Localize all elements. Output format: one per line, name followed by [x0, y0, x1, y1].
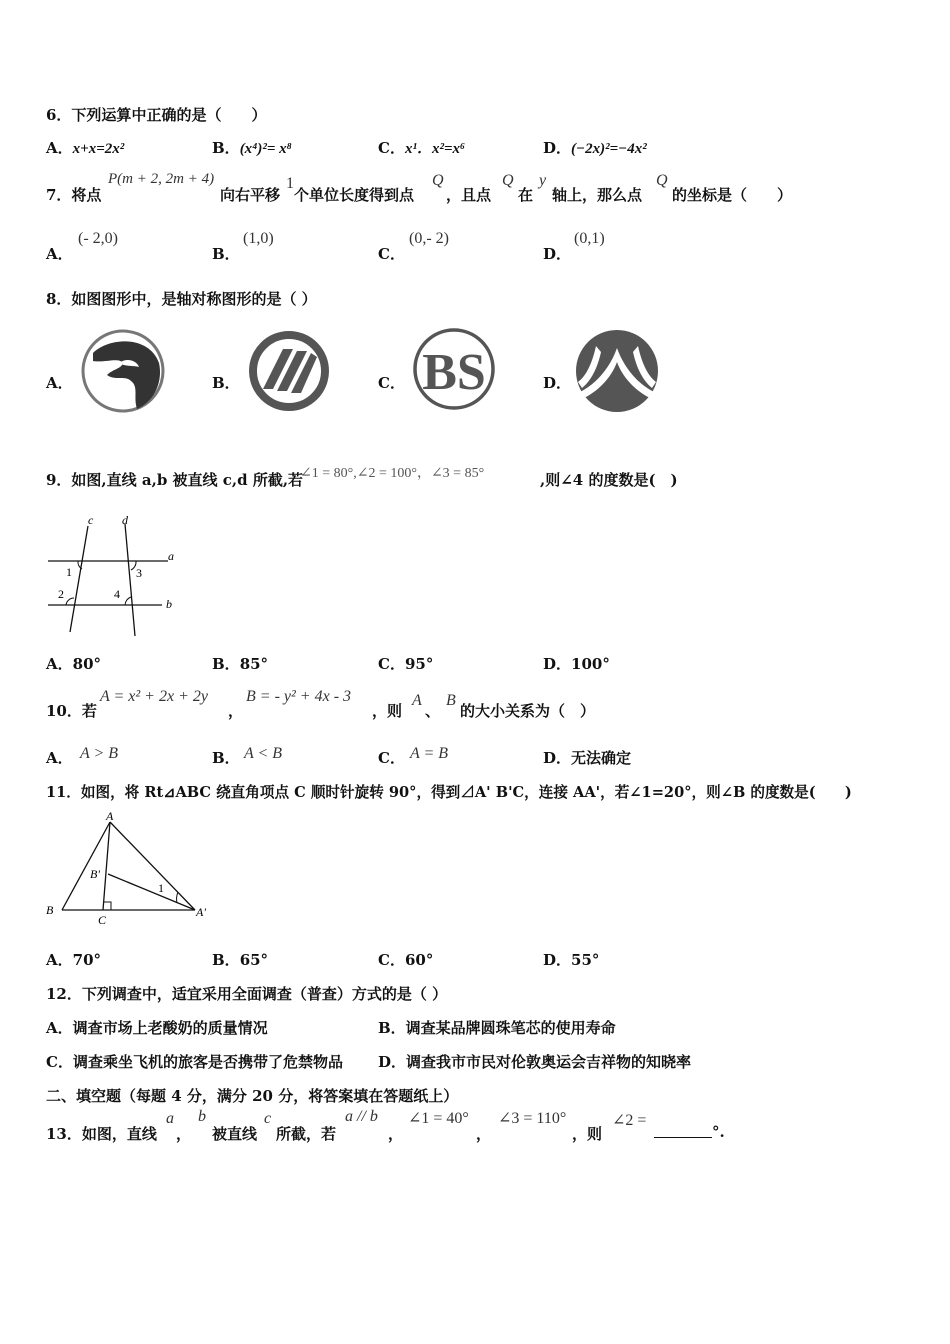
q7-text-and: ，且点: [446, 186, 492, 204]
fig11-label-bprime: B': [90, 867, 100, 881]
q10-option-d: [543, 747, 631, 768]
fig9-angle-1: 1: [66, 565, 72, 579]
option-expression: x¹．x²=x⁶: [404, 141, 466, 157]
q7-point-p: P(m + 2, 2m + 4): [108, 171, 215, 187]
q13-text-cut: 被直线: [212, 1125, 258, 1143]
q9-stem-b: ,则∠4 的度数是( ): [540, 471, 678, 489]
fig11-label-aprime: A': [196, 905, 206, 919]
q7-option-b-label: B．: [212, 245, 240, 263]
q12-option-b: B．调查某品牌圆珠笔芯的使用寿命: [378, 1019, 616, 1037]
q8-option-d-label: D．: [543, 374, 572, 392]
q7-text-on: 在: [518, 186, 534, 204]
q7-prefix: 7．将点: [46, 186, 102, 204]
q10-option-b-value: A < B: [244, 745, 283, 762]
q10-comma: ，: [228, 702, 244, 720]
q10-prefix: 10．若: [46, 702, 97, 720]
option-value: 65°: [239, 951, 269, 969]
q13-parallel: a // b: [345, 1108, 378, 1125]
option-value: 80°: [72, 655, 102, 673]
logo-d-image: [574, 328, 660, 414]
option-label: B．: [212, 951, 240, 969]
q13-text-then: ，则: [572, 1125, 603, 1143]
q9-option-b: [212, 653, 268, 674]
fig11-label-b: B: [46, 903, 54, 917]
option-expression: x+x=2x²: [72, 141, 125, 157]
q13-comma-3: ，: [476, 1125, 492, 1143]
q7-option-c-value: (0,- 2): [409, 230, 449, 247]
q13-text-end: °.: [712, 1123, 725, 1141]
section-2-heading: 二、填空题（每题 4 分，满分 20 分，将答案填在答题纸上）: [46, 1087, 459, 1105]
option-value: 100°: [571, 655, 610, 673]
q11-option-b: [212, 949, 268, 970]
fig9-label-c: c: [88, 513, 94, 527]
option-label: C．: [378, 655, 405, 673]
q13-angle-3: ∠3 = 110°: [498, 1110, 567, 1127]
q12-option-a: A．调查市场上老酸奶的质量情况: [46, 1019, 268, 1037]
question-12-stem: 12．下列调查中，适宜采用全面调查（普查）方式的是（ ）: [46, 985, 448, 1003]
q13-comma-2: ，: [388, 1125, 404, 1143]
q11-option-a: [46, 949, 101, 970]
q9-figure: [40, 510, 190, 640]
q7-option-a-label: A．: [46, 245, 73, 263]
q10-option-a-label: A．: [46, 749, 73, 767]
logo-a-image: [79, 327, 167, 415]
q11-option-c: [378, 949, 433, 970]
q7-option-c-label: C．: [378, 245, 405, 263]
q8-option-b-label: B．: [212, 374, 240, 392]
q7-text-unit: 个单位长度得到点: [294, 186, 415, 204]
q7-one: 1: [286, 175, 294, 192]
fig9-label-d: d: [122, 513, 128, 527]
q7-option-a-value: (- 2,0): [78, 230, 118, 247]
q13-angle-1: ∠1 = 40°: [408, 1110, 469, 1127]
q13-prefix: 13．如图，直线: [46, 1125, 157, 1143]
q8-option-c-label: C．: [378, 374, 405, 392]
q6-option-c: [378, 137, 465, 158]
option-expression: (x⁴)²= x⁸: [239, 141, 292, 157]
question-6-stem: 6．下列运算中正确的是（ ）: [46, 106, 267, 124]
option-label: A．: [46, 951, 73, 969]
q10-option-a-value: A > B: [80, 745, 119, 762]
option-label: B．: [212, 139, 240, 157]
option-label: B．: [212, 655, 240, 673]
fig9-label-a: a: [168, 549, 174, 563]
fig9-label-b: b: [166, 597, 172, 611]
q6-option-a: [46, 137, 124, 158]
question-8-stem: 8．如图图形中，是轴对称图形的是（ ）: [46, 290, 317, 308]
q7-q-3: Q: [656, 172, 668, 189]
option-value: 70°: [72, 951, 102, 969]
q13-answer-blank[interactable]: [654, 1122, 712, 1140]
q10-text-then: ，则: [372, 702, 403, 720]
question-11-stem: 11．如图，将 Rt⊿ABC 绕直角项点 C 顺时针旋转 90°，得到⊿A' B'C，连接 AA'，若∠1=20°，则∠B 的度数是( ): [46, 784, 852, 801]
option-label: D．: [543, 655, 572, 673]
fig9-angle-4: 4: [114, 587, 120, 601]
fig11-label-c: C: [98, 913, 107, 927]
q6-option-b: [212, 137, 292, 158]
q13-var-c: c: [264, 1110, 272, 1127]
q10-sep: 、: [425, 702, 441, 720]
option-label: C．: [378, 951, 405, 969]
q7-option-b-value: (1,0): [243, 230, 274, 247]
q7-q-2: Q: [502, 172, 514, 189]
option-label: D．: [543, 951, 572, 969]
q9-option-c: [378, 653, 433, 674]
q13-comma-1: ，: [176, 1125, 192, 1143]
q9-option-a: [46, 653, 101, 674]
q12-option-d: D．调查我市市民对伦敦奥运会吉祥物的知晓率: [378, 1053, 692, 1071]
q10-expr-a: A = x² + 2x + 2y: [100, 688, 208, 705]
fig11-label-a: A: [106, 809, 114, 823]
q9-stem-a: 9．如图,直线 a,b 被直线 c,d 所截,若: [46, 471, 304, 489]
q12-option-c: C．调查乘坐飞机的旅客是否携带了危禁物品: [46, 1053, 343, 1071]
option-value: 55°: [571, 951, 600, 969]
q8-option-a-label: A．: [46, 374, 73, 392]
q7-option-d-value: (0,1): [574, 230, 605, 247]
q7-option-d-label: D．: [543, 245, 572, 263]
option-value: 85°: [239, 655, 269, 673]
q13-angle-2: ∠2 =: [612, 1112, 647, 1129]
option-label: D．: [543, 139, 572, 157]
q10-var-a: A: [412, 692, 422, 709]
option-value: 无法确定: [571, 749, 632, 767]
option-label: C．: [378, 139, 405, 157]
q6-option-d: [543, 137, 647, 158]
q13-var-a: a: [166, 1110, 174, 1127]
option-label: D．: [543, 749, 572, 767]
fig11-angle-1: 1: [158, 881, 164, 895]
option-value: 60°: [404, 951, 434, 969]
q7-text-end: 的坐标是（ ）: [672, 186, 793, 204]
q9-angles: ∠1 = 80°,∠2 = 100°，∠3 = 85°: [300, 466, 485, 481]
logo-c-image: [410, 325, 498, 413]
q7-y: y: [539, 172, 547, 189]
q13-var-b: b: [198, 1108, 206, 1125]
option-label: A．: [46, 655, 73, 673]
q10-expr-b: B = - y² + 4x - 3: [246, 688, 352, 705]
fig9-angle-2: 2: [58, 587, 64, 601]
q7-q-1: Q: [432, 172, 444, 189]
fig9-angle-3: 3: [136, 566, 142, 580]
q10-option-c-label: C．: [378, 749, 405, 767]
q11-option-d: [543, 949, 599, 970]
logo-b-image: [245, 327, 333, 415]
q10-option-c-value: A = B: [410, 745, 449, 762]
q10-var-b: B: [446, 692, 456, 709]
q7-text-axis: 轴上，那么点: [552, 186, 643, 204]
logo-c-letters: BS: [422, 344, 486, 401]
q11-figure: [40, 808, 220, 928]
q10-option-b-label: B．: [212, 749, 240, 767]
option-expression: (−2x)²=−4x²: [571, 141, 647, 157]
q7-text-translate: 向右平移: [220, 186, 281, 204]
q13-text-if: 所截，若: [276, 1125, 337, 1143]
option-label: A．: [46, 139, 73, 157]
q9-option-d: [543, 653, 610, 674]
option-value: 95°: [404, 655, 434, 673]
q10-text-end: 的大小关系为（ ）: [460, 702, 596, 720]
